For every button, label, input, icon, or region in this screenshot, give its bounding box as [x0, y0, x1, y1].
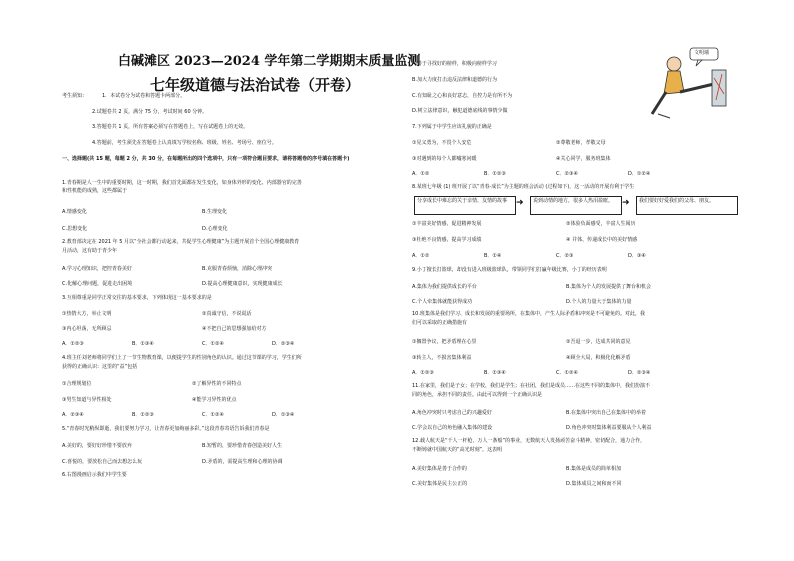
- q5-option: B.短暂的，要珍惜青春创造美好人生: [202, 443, 283, 449]
- flow-step-3: 我们要好好爱我们的父母、朋友。: [636, 196, 738, 215]
- q7-option: ②尊敬老师，孝敬父母: [556, 140, 606, 146]
- q2-stem: 2.教育部决定在 2021 年 5 月以“全社会都行动起来，共促学生心理健康”为主题开展首个全国心理健康教育: [62, 239, 300, 245]
- q10-option: ①搁置争议，把矛盾埋在心里: [412, 339, 477, 345]
- q11-option: B.在集体中突出自己在集体中的举着: [566, 410, 647, 416]
- q6-option: B.加大力度打击违反法律和道德的行为: [412, 77, 498, 83]
- notice-item: 4.答题前，考生须先在答题卷上认真填写学校名称、班级、姓名、考场号、座位号。: [92, 140, 277, 146]
- flow-step-1: 分享成长中难忘的关于亲情、友情的故事: [414, 196, 516, 215]
- q3-option: ③内心坦荡，无所顾忌: [62, 326, 112, 332]
- q7-answer: A．①②: [412, 171, 430, 177]
- q3-answer: A．①②③: [62, 341, 84, 347]
- q11-stem: 11.在家里，我们是子女；在学校，我们是学生；在社团，我们是成员……在这些不同的集体中，我们扮演不: [412, 383, 650, 389]
- q1-stem: 1.青春期是人一生中的重要时期，这一时期，我们首先面都在发生变化，如身体外形的变化、内部器官的完善: [62, 180, 302, 186]
- right-arrow-icon: ➜: [622, 198, 630, 208]
- q4-option: ③男生知道与异性相处: [62, 397, 112, 403]
- q1-option: A.情感变化: [62, 209, 87, 215]
- q8-option: ④ 并体、传递成长中的美好情感: [566, 237, 638, 243]
- q4-option: ①合理规划位: [62, 381, 92, 387]
- q8-option: ②体验负面感受，丰富人生阅历: [566, 221, 636, 227]
- q8-answer: B．①④: [484, 253, 502, 259]
- section-heading: 一、选择题(共 15 题，每题 2 分，共 30 分，在每题所出的四个选项中，只有一项符合题目要求，请将答题卷的序号填在答题卡): [62, 156, 350, 162]
- q1-option: D.心理变化: [202, 226, 228, 232]
- q10-answer: A．①②③: [412, 370, 434, 376]
- exam-title: 白碱滩区 2023—2024 学年第二学期期末质量监测: [118, 54, 421, 69]
- q4-option: ④能学习异性的优点: [192, 397, 237, 403]
- q3-answer: D．②③④: [272, 341, 295, 347]
- q10-option: ④顾全大局，积极化化解矛盾: [566, 355, 631, 361]
- q8-answer: C．②③: [556, 253, 574, 259]
- q8-answer: A．①②: [412, 253, 430, 259]
- q4-answer: A．②③④: [62, 412, 84, 418]
- q12-stem: 12.载人航天是“千人一杆枪，万人一条船”的事业，无数航天人发扬顽苦奋斗精神，密切配合，通力合作，: [412, 438, 646, 444]
- q12-option: C.美好集体是民主公正的: [412, 481, 468, 487]
- q4-answer: B．①②③: [132, 412, 154, 418]
- q3-option: ①热情大方，举止文明: [62, 311, 112, 317]
- q5-stem: 5.“青春时光稍纵即逝，我们要努力学习，让青春更加绚丽多彩。”这段青春寄语告诉我们青春是: [62, 426, 270, 432]
- q1-option: B.生理变化: [202, 209, 228, 215]
- q10-answer: B．①③④: [484, 370, 506, 376]
- q3-stem: 3.互相尊重是同学正常交往的基本要求，下列体现这一基本要求的是: [62, 295, 212, 301]
- q9-option: B.集体为个人的发展提供了舞台和机会: [566, 284, 652, 290]
- q9-option: C.个人牵集体就能获得成功: [412, 299, 473, 305]
- q12-option: D.集体成员之间和而不同: [566, 481, 622, 487]
- q5-option: A.美好的，要好好珍惜不要放弃: [62, 443, 132, 449]
- q6-stem: 6.右图漫画启示我们中学生要: [62, 472, 127, 478]
- q7-option: ①见义勇为，不畏个人安危: [412, 140, 472, 146]
- q1-stem: 和性机能的成熟，这些都属于: [62, 188, 128, 194]
- q4-answer: D．①③④: [272, 412, 295, 418]
- q6-option: A.善于寻找好的榜样，积极向榜样学习: [412, 61, 497, 67]
- q9-stem: 9.小丁擅长打篮球，却没有进入班级篮球队，带领同学们打赢年级比赛，小丁的经历表明: [412, 267, 607, 273]
- q7-answer: B．①②③: [484, 171, 506, 177]
- q11-stem: 同的角色，承担不同的责任。由此可以得到一个正确认识是: [412, 392, 543, 398]
- q12-stem: 不断铸就中国航天的“高光时刻”。这表明: [412, 447, 503, 453]
- q3-option: ②真诚守信，不说谎话: [202, 311, 252, 317]
- q10-option: ②吾退一步，达成共同的意见: [566, 339, 631, 345]
- q4-answer: C．①②④: [202, 412, 224, 418]
- q2-stem: 月活动，这有助于青少年: [62, 248, 118, 254]
- q4-stem: 获得的正确认识：这里的“益”包括: [62, 364, 138, 370]
- q6-option: D.树立法律意识，触犯道德底线的事情少做: [412, 108, 508, 114]
- notice-item: 1．本试卷分为试卷和答题卡两部分。: [102, 93, 186, 99]
- q8-option: ①丰富美好情感，促进精神发展: [412, 221, 482, 227]
- q6-option: C.有知耻之心和良好意志，自控力是有所不为: [412, 93, 513, 99]
- q4-stem: 4.班主任刘老师将同学们上了一节生物教育课，以便提学生的性别角色的认识。通过这节课的学习，学生们所: [62, 355, 302, 361]
- q2-option: C.化解心理问题，促进走出困境: [62, 281, 133, 287]
- cartoon-illustration: [618, 44, 736, 122]
- q7-answer: D．①②④: [628, 171, 651, 177]
- q7-option: ③对遇到的每个人都嘘寒问暖: [412, 156, 477, 162]
- right-arrow-icon: ➜: [516, 198, 524, 208]
- notice-item: 3.答题卷共 1 页，所有答案必须写在答题卷上，写在试题卷上的无效。: [92, 124, 249, 130]
- q11-option: A.角色冲突时只考虑自己的兴趣爱好: [412, 410, 492, 416]
- q7-option: ④关心同学，服务班集体: [556, 156, 611, 162]
- q9-option: A.集体为我们提供成长的平台: [412, 284, 477, 290]
- q11-option: D.角色冲突时集体利益要服从个人利益: [566, 425, 652, 431]
- speech-bubble-label: 文明墙: [694, 50, 710, 56]
- kicking-figure-icon: [618, 44, 736, 122]
- q8-stem: 8.某班七年级 (1) 班开展了以“青春·成长”为主题的班会活动 (过程如下)，这一活动的开展有利于学生: [412, 184, 635, 190]
- q11-option: C.学会以自己的角色融入集体的建设: [412, 425, 493, 431]
- q1-option: C.思想变化: [62, 226, 88, 232]
- q5-option: D.矛盾的，需提高生理和心理的协调: [202, 459, 283, 465]
- flow-step-2: 说到动情的地方，很多人热泪盈眶。: [530, 196, 622, 215]
- q8-option: ③杜绝不良情感，提高学习成绩: [412, 237, 482, 243]
- q12-option: B.集体是成员的简单相加: [566, 466, 622, 472]
- q3-option: ④不把自己的思想强加给对方: [202, 326, 267, 332]
- q10-option: ③转主人，不损害集体利益: [412, 355, 472, 361]
- q9-option: D.个人的力量大于集体的力量: [566, 299, 632, 305]
- q10-stem: 们可以采取的正确措施有: [412, 320, 468, 326]
- q2-option: D.提高心理健康意识，实现健康成长: [202, 281, 283, 287]
- notice-item: 2.试题卷共 2 页，满分 75 分，考试时间 60 分钟。: [92, 109, 208, 115]
- q10-stem: 10.班集体是我们学习、成长和发展的重要场所，在集体中，产生人际矛盾和冲突是不可避免的。对此，我: [412, 311, 645, 317]
- q5-option: C.喜悦的，要放松自己而去想怎么玩: [62, 459, 143, 465]
- q7-stem: 7.下列属于中学生应该礼貌的正确是: [412, 124, 492, 130]
- q3-answer: B．①③④: [132, 341, 154, 347]
- q3-answer: C．①②④: [202, 341, 224, 347]
- q10-answer: D．②③④: [628, 370, 651, 376]
- q4-option: ②了解异性的不同特点: [192, 381, 242, 387]
- exam-subtitle: 七年级道德与法治试卷（开卷）: [150, 76, 361, 94]
- q2-option: A.学习心理知识，把控青春美好: [62, 266, 132, 272]
- q8-answer: D．③④: [628, 253, 646, 259]
- q2-option: B.克服青春烦恼，消除心理冲突: [202, 266, 273, 272]
- notice-label: 考生须知：: [62, 93, 88, 99]
- q10-answer: C．①②④: [556, 370, 578, 376]
- q7-answer: C．②③④: [556, 171, 578, 177]
- q12-option: A.美好集体是善于合作的: [412, 466, 467, 472]
